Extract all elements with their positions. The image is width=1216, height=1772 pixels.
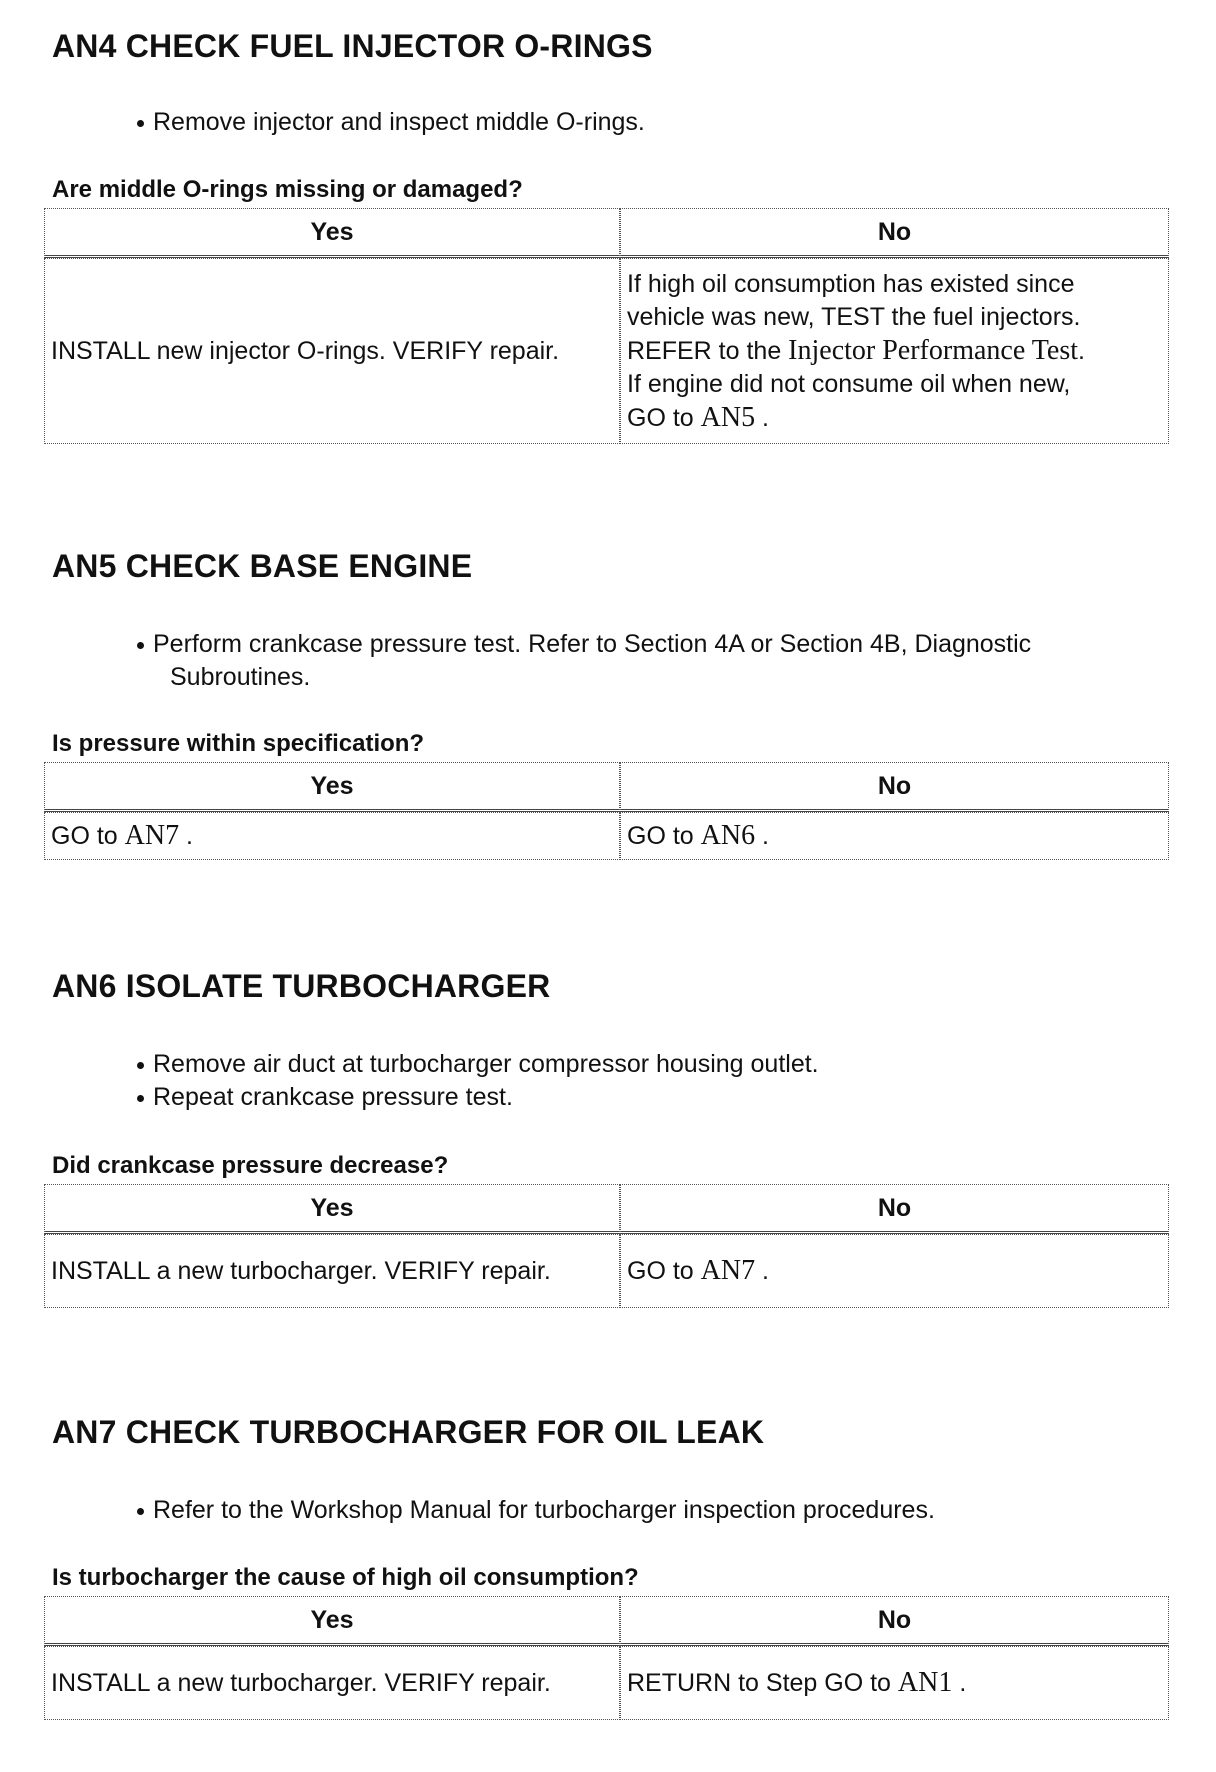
no-action: GO to AN7 .	[620, 1234, 1169, 1308]
no-header: No	[620, 1596, 1169, 1646]
instructions-an4	[135, 106, 645, 139]
instruction-item: Repeat crankcase pressure test.	[135, 1081, 819, 1114]
no-action: RETURN to Step GO to AN1 .	[620, 1646, 1169, 1720]
yes-action: INSTALL a new turbocharger. VERIFY repair.	[44, 1646, 620, 1720]
question-an4: Are middle O-rings missing or damaged?	[52, 176, 523, 203]
instruction-item: Remove air duct at turbocharger compressor housing outlet.	[135, 1048, 819, 1081]
no-action-line: If engine did not consume oil when new,	[627, 369, 1071, 398]
no-action-line: REFER to the	[627, 336, 789, 365]
step-link-an7[interactable]: AN7	[700, 1255, 756, 1286]
section-title-an5: AN5 CHECK BASE ENGINE	[52, 548, 473, 584]
yes-action: INSTALL new injector O-rings. VERIFY repair.	[44, 258, 620, 444]
no-action-line: GO to	[627, 403, 701, 432]
question-an5: Is pressure within specification?	[52, 730, 425, 757]
section-title-an4: AN4 CHECK FUEL INJECTOR O-RINGS	[52, 28, 653, 64]
instructions-an7	[135, 1494, 935, 1527]
yes-action: GO to AN7 .	[44, 812, 620, 860]
section-title-an6: AN6 ISOLATE TURBOCHARGER	[52, 968, 551, 1004]
instructions-an5	[135, 628, 1031, 694]
no-action-line: If high oil consumption has existed since	[627, 269, 1075, 298]
step-link-an6[interactable]: AN6	[700, 820, 756, 851]
instruction-item: Refer to the Workshop Manual for turbocharger inspection procedures.	[135, 1494, 935, 1527]
no-action: If high oil consumption has existed since vehicle was new, TEST the fuel injectors. REFER to the Injector Performance Test. If engine did not consume oil when new, GO to AN5 .	[620, 258, 1169, 444]
injector-test-link[interactable]: Injector Performance Test	[788, 334, 1079, 366]
yes-header: Yes	[44, 208, 620, 258]
no-action-line: vehicle was new, TEST the fuel injectors.	[627, 302, 1081, 331]
step-link-an5[interactable]: AN5	[700, 401, 756, 433]
decision-table-an5	[44, 762, 1169, 860]
step-link-an7[interactable]: AN7	[124, 820, 180, 851]
yes-header: Yes	[44, 1596, 620, 1646]
yes-header: Yes	[44, 1184, 620, 1234]
question-an7: Is turbocharger the cause of high oil consumption?	[52, 1564, 639, 1591]
instructions-an6	[135, 1048, 819, 1114]
section-title-an7: AN7 CHECK TURBOCHARGER FOR OIL LEAK	[52, 1414, 765, 1450]
step-link-an1[interactable]: AN1	[897, 1667, 953, 1698]
no-header: No	[620, 762, 1169, 812]
decision-table-an6	[44, 1184, 1169, 1308]
instruction-item: Remove injector and inspect middle O-rings.	[135, 106, 645, 139]
no-header: No	[620, 208, 1169, 258]
decision-table-an4	[44, 208, 1169, 444]
instruction-item: Perform crankcase pressure test. Refer to Section 4A or Section 4B, Diagnostic Subroutines.	[135, 628, 1031, 694]
question-an6: Did crankcase pressure decrease?	[52, 1152, 449, 1179]
no-header: No	[620, 1184, 1169, 1234]
yes-action: INSTALL a new turbocharger. VERIFY repair.	[44, 1234, 620, 1308]
yes-header: Yes	[44, 762, 620, 812]
no-action: GO to AN6 .	[620, 812, 1169, 860]
decision-table-an7	[44, 1596, 1169, 1720]
